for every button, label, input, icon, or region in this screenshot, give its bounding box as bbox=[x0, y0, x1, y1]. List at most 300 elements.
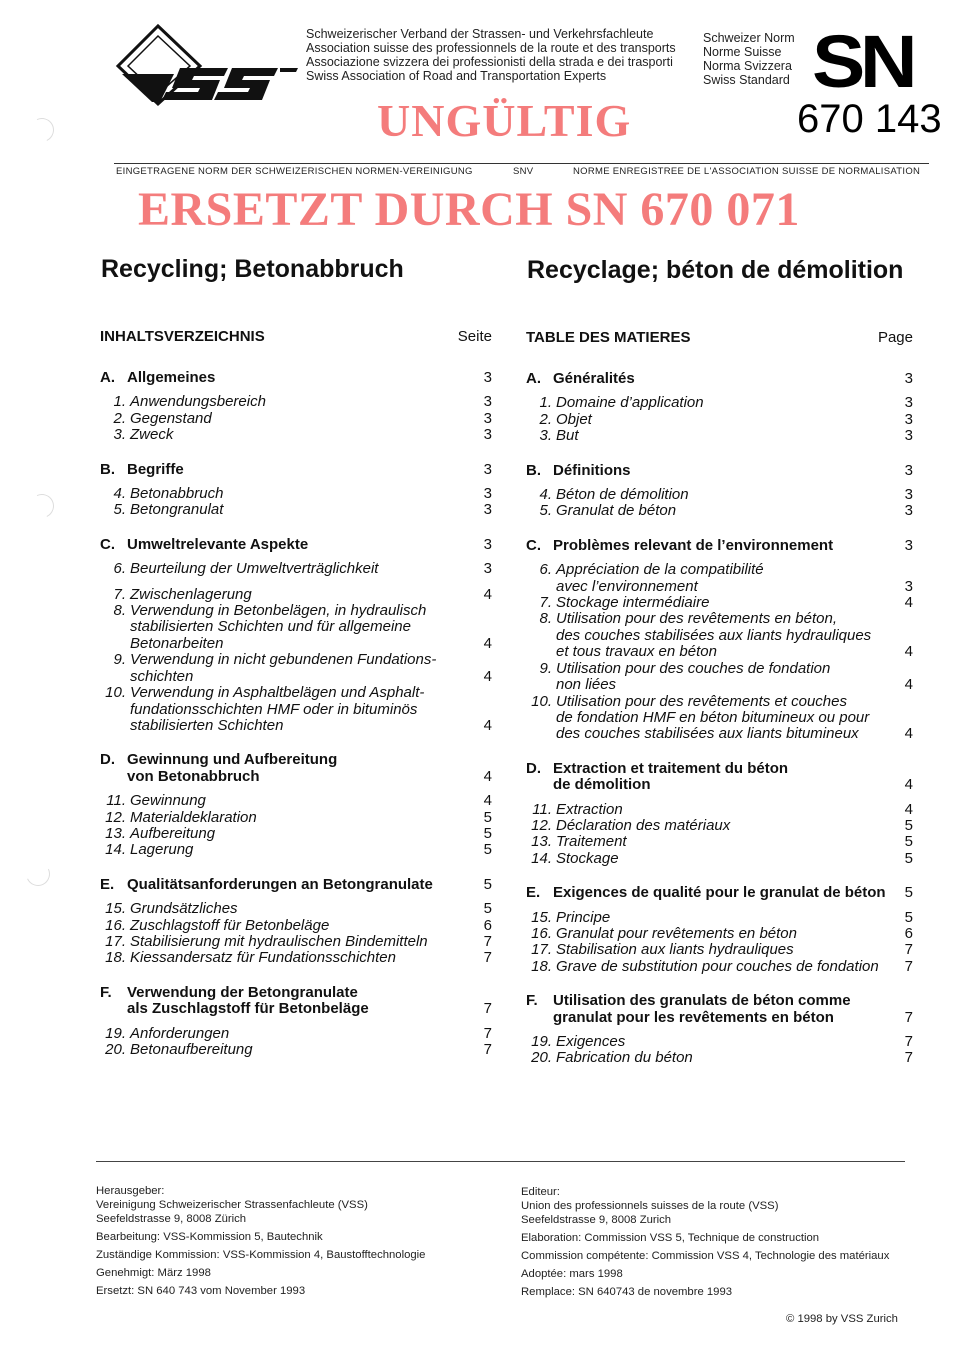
entry-number: 3. bbox=[113, 426, 126, 444]
entry-text-group bbox=[526, 487, 689, 503]
entry-text-group bbox=[100, 587, 252, 603]
copyright: © 1998 by VSS Zurich bbox=[786, 1313, 898, 1325]
toc-section-heading bbox=[100, 462, 492, 478]
entry-text-group bbox=[100, 486, 223, 502]
entry-title: Anwendungsbereich bbox=[130, 393, 266, 411]
section-letter: D. bbox=[100, 751, 115, 769]
toc-section-heading bbox=[100, 370, 492, 386]
org-line: Schweizerischer Verband der Strassen- und Verkehrsfachleute bbox=[306, 27, 654, 41]
toc-entry bbox=[100, 502, 492, 518]
entry-number: 6. bbox=[539, 561, 552, 579]
entry-number: 11. bbox=[106, 792, 126, 810]
entry-text-group bbox=[526, 503, 676, 519]
entry-number: 18. bbox=[531, 957, 552, 975]
standard-type-lines bbox=[703, 31, 795, 87]
entry-title: Zwischenlagerung bbox=[130, 585, 252, 603]
publisher-label: Herausgeber: bbox=[96, 1185, 165, 1197]
entry-page: 3 bbox=[904, 486, 913, 504]
entry-text-group bbox=[100, 826, 215, 842]
toc-entry bbox=[100, 486, 492, 502]
imprint-line: Ersetzt: SN 640 743 vom November 1993 bbox=[96, 1285, 306, 1297]
entry-number: 15. bbox=[105, 900, 126, 918]
section-letter: F. bbox=[526, 992, 538, 1010]
sn-mark: SN bbox=[812, 20, 913, 103]
entry-page: 7 bbox=[483, 932, 492, 950]
section-letter: F. bbox=[100, 983, 112, 1001]
section-title: Begriffe bbox=[127, 460, 184, 478]
entry-title: Verwendung in Asphaltbelägen und Asphalt- fundationsschichten HMF oder in bituminös stabilisierten Schichten bbox=[130, 684, 425, 734]
entry-page: 7 bbox=[904, 1049, 913, 1067]
entry-text-group bbox=[526, 611, 871, 660]
entry-page: 3 bbox=[904, 394, 913, 412]
entry-page: 6 bbox=[483, 916, 492, 934]
section-title-group bbox=[100, 985, 369, 1018]
entry-number: 10. bbox=[105, 684, 126, 702]
entry-number: 4. bbox=[539, 486, 552, 504]
section-page: 3 bbox=[904, 370, 913, 387]
entry-text-group bbox=[526, 428, 579, 444]
title-fr: Recyclage; béton de démolition bbox=[527, 256, 904, 284]
entry-text-group bbox=[100, 918, 329, 934]
section-title: Qualitätsanforderungen an Betongranulate bbox=[127, 875, 433, 893]
entry-title: Utilisation pour des revêtements en béton, des couches stabilisées aux liants hydrauliques et tous travaux en béton bbox=[556, 610, 872, 661]
entry-page: 7 bbox=[904, 941, 913, 959]
entry-title: Béton de démolition bbox=[556, 486, 689, 504]
publisher-label: Editeur: bbox=[521, 1186, 560, 1198]
entry-number: 8. bbox=[113, 602, 126, 620]
toc-sections bbox=[100, 370, 492, 1058]
toc-section-heading bbox=[100, 752, 492, 785]
entry-page: 5 bbox=[483, 900, 492, 918]
toc-section bbox=[100, 877, 492, 967]
entry-page: 3 bbox=[483, 501, 492, 519]
section-page: 3 bbox=[483, 369, 492, 386]
section-page: 4 bbox=[483, 767, 492, 785]
entry-page: 5 bbox=[483, 824, 492, 842]
entry-number: 13. bbox=[105, 824, 126, 842]
entry-text-group bbox=[100, 842, 193, 858]
section-letter: C. bbox=[100, 535, 115, 553]
entry-number: 19. bbox=[105, 1024, 126, 1042]
toc-entry bbox=[100, 810, 492, 826]
toc-entry bbox=[100, 1026, 492, 1042]
entry-title: Verwendung in nicht gebundenen Fundations- schichten bbox=[130, 651, 437, 685]
toc-header bbox=[526, 329, 913, 349]
section-title: Umweltrelevante Aspekte bbox=[127, 535, 309, 553]
entry-text-group bbox=[100, 950, 396, 966]
section-title: Définitions bbox=[553, 461, 631, 479]
toc-entry bbox=[526, 428, 913, 444]
entry-title: Exigences bbox=[556, 1033, 626, 1050]
entry-text-group bbox=[526, 661, 830, 694]
publisher-line: Union des professionnels suisses de la route (VSS) bbox=[521, 1200, 779, 1212]
entry-title: Traitement bbox=[556, 833, 627, 851]
entry-text-group bbox=[100, 427, 173, 443]
section-title-group bbox=[526, 761, 788, 794]
page-column-label: Page bbox=[877, 329, 913, 346]
registration-fr: NORME ENREGISTREE DE L'ASSOCIATION SUISSE DE NORMALISATION bbox=[573, 166, 921, 177]
toc-section-heading bbox=[100, 985, 492, 1018]
section-letter: D. bbox=[526, 759, 541, 777]
section-title-group bbox=[100, 537, 308, 553]
section-page: 4 bbox=[904, 776, 913, 794]
toc-section bbox=[526, 371, 913, 445]
entry-page: 5 bbox=[904, 908, 913, 926]
toc-entry bbox=[100, 603, 492, 652]
entry-number: 12. bbox=[105, 808, 126, 826]
publisher-line: Vereinigung Schweizerischer Strassenfachleute (VSS) bbox=[96, 1199, 368, 1211]
entry-title: Zuschlagstoff für Betonbeläge bbox=[130, 916, 330, 934]
entry-number: 13. bbox=[531, 833, 552, 851]
org-line: Associazione svizzera dei professionisti della strada e dei trasporti bbox=[306, 55, 673, 69]
section-title-group bbox=[100, 877, 433, 893]
entry-text-group bbox=[100, 561, 378, 577]
section-title: Exigences de qualité pour le granulat de béton bbox=[553, 884, 886, 902]
entry-page: 5 bbox=[904, 816, 913, 834]
imprint-line: Adoptée: mars 1998 bbox=[521, 1268, 623, 1280]
entry-text-group bbox=[100, 1026, 229, 1042]
entry-text-group bbox=[526, 942, 794, 958]
toc-entry bbox=[526, 910, 913, 926]
entry-title: Utilisation pour des revêtements et couches de fondation HMF en béton bitumineux ou pour des couches stabilisées aux liants bitumineux bbox=[556, 692, 870, 743]
toc-entry bbox=[100, 652, 492, 685]
entry-text-group bbox=[100, 934, 428, 950]
toc-entry bbox=[100, 411, 492, 427]
entry-number: 17. bbox=[105, 932, 126, 950]
entry-page: 6 bbox=[904, 924, 913, 942]
entry-number: 17. bbox=[531, 941, 552, 959]
imprint-de bbox=[96, 1184, 506, 1302]
publisher bbox=[521, 1185, 921, 1227]
entry-title: Anforderungen bbox=[130, 1024, 230, 1042]
footer-rule bbox=[96, 1161, 905, 1162]
toc-entry bbox=[526, 694, 913, 743]
entry-page: 5 bbox=[904, 849, 913, 867]
imprint-fr bbox=[521, 1185, 921, 1303]
toc-sections bbox=[526, 371, 913, 1067]
entry-text-group bbox=[526, 395, 704, 411]
entry-number: 5. bbox=[113, 501, 126, 519]
registration-snv: SNV bbox=[513, 166, 534, 177]
entry-text-group bbox=[100, 810, 257, 826]
section-title-group bbox=[526, 538, 833, 554]
toc-entry bbox=[526, 503, 913, 519]
entry-number: 6. bbox=[113, 560, 126, 578]
entry-title: Betonabbruch bbox=[130, 485, 224, 503]
section-page: 5 bbox=[904, 884, 913, 902]
section-title: Gewinnung und Aufbereitung von Betonabbruch bbox=[127, 751, 338, 785]
entry-number: 12. bbox=[531, 816, 552, 834]
section-letter: A. bbox=[526, 370, 541, 387]
entry-number: 11. bbox=[532, 800, 552, 818]
imprint-line: Genehmigt: März 1998 bbox=[96, 1267, 211, 1279]
entry-title: Fabrication du béton bbox=[556, 1049, 693, 1067]
punch-hole-mark bbox=[27, 491, 58, 522]
entry-title: Materialdeklaration bbox=[130, 808, 257, 826]
entry-text-group bbox=[526, 818, 730, 834]
entry-page: 7 bbox=[483, 1024, 492, 1042]
entry-title: Utilisation pour des couches de fondation non liées bbox=[556, 659, 831, 694]
entry-text-group bbox=[526, 926, 797, 942]
section-letter: E. bbox=[526, 884, 541, 902]
section-page: 3 bbox=[483, 460, 492, 478]
toc-entry bbox=[526, 395, 913, 411]
entry-title: Grundsätzliches bbox=[130, 900, 238, 918]
replaced-stamp: ERSETZT DURCH SN 670 071 bbox=[138, 183, 800, 236]
section-title: Allgemeines bbox=[127, 369, 216, 386]
entry-title: Domaine d’application bbox=[556, 394, 704, 412]
section-title-group bbox=[100, 370, 215, 386]
imprint-line: Remplace: SN 640743 de novembre 1993 bbox=[521, 1286, 733, 1298]
entry-title: Granulat de béton bbox=[556, 502, 677, 520]
entry-page: 3 bbox=[904, 427, 913, 445]
toc-entry bbox=[526, 926, 913, 942]
toc-entry bbox=[100, 793, 492, 809]
entry-title: Zweck bbox=[130, 426, 174, 444]
entry-number: 15. bbox=[531, 908, 552, 926]
toc-section-heading bbox=[526, 885, 913, 901]
toc-entry bbox=[100, 685, 492, 734]
section-title-group bbox=[526, 885, 886, 901]
entry-page: 7 bbox=[483, 1041, 492, 1058]
entry-page: 7 bbox=[483, 949, 492, 967]
toc-entry bbox=[100, 427, 492, 443]
toc-entry bbox=[526, 834, 913, 850]
entry-page: 4 bbox=[904, 725, 913, 743]
section-letter: C. bbox=[526, 536, 541, 554]
toc-section bbox=[526, 538, 913, 743]
toc-entry bbox=[526, 562, 913, 595]
toc-entry bbox=[100, 826, 492, 842]
entry-number: 2. bbox=[113, 409, 126, 427]
toc-section-heading bbox=[526, 761, 913, 794]
toc-heading: INHALTSVERZEICHNIS bbox=[100, 328, 265, 345]
entry-number: 1. bbox=[539, 394, 552, 412]
entry-page: 3 bbox=[483, 426, 492, 444]
header-rule bbox=[114, 163, 929, 164]
toc-section bbox=[100, 462, 492, 519]
entry-text-group bbox=[100, 394, 266, 410]
entry-number: 8. bbox=[539, 610, 552, 628]
entry-text-group bbox=[526, 694, 869, 743]
entry-title: Stockage bbox=[556, 849, 619, 867]
entry-number: 5. bbox=[539, 502, 552, 520]
entry-number: 20. bbox=[105, 1041, 126, 1058]
page-column-label: Seite bbox=[457, 328, 492, 345]
entry-title: Principe bbox=[556, 908, 611, 926]
entry-text-group bbox=[526, 412, 592, 428]
publisher bbox=[96, 1184, 506, 1226]
section-title: Utilisation des granulats de béton comme granulat pour les revêtements en béton bbox=[553, 992, 851, 1026]
toc-entry bbox=[526, 1034, 913, 1050]
entry-page: 3 bbox=[483, 409, 492, 427]
entry-number: 4. bbox=[113, 485, 126, 503]
entry-number: 7. bbox=[539, 594, 552, 612]
entry-page: 3 bbox=[483, 393, 492, 411]
toc-entry bbox=[526, 661, 913, 694]
toc-entry bbox=[526, 1050, 913, 1066]
entry-title: Gegenstand bbox=[130, 409, 212, 427]
entry-page: 4 bbox=[483, 634, 492, 652]
publisher-line: Seefeldstrasse 9, 8008 Zurich bbox=[521, 1214, 672, 1226]
entry-text-group bbox=[100, 652, 436, 685]
toc-section-heading bbox=[526, 993, 913, 1026]
entry-number: 7. bbox=[113, 585, 126, 603]
entry-title: Appréciation de la compatibilité avec l’environnement bbox=[556, 561, 764, 595]
toc-entry bbox=[100, 918, 492, 934]
standard-line: Norme Suisse bbox=[703, 45, 782, 59]
section-title-group bbox=[526, 371, 635, 387]
toc-section bbox=[526, 463, 913, 520]
toc-entry bbox=[526, 611, 913, 660]
toc-section-heading bbox=[526, 463, 913, 479]
toc-section bbox=[526, 885, 913, 975]
toc-entry bbox=[100, 394, 492, 410]
vss-logo bbox=[110, 22, 300, 108]
entry-number: 14. bbox=[531, 849, 552, 867]
toc-section bbox=[526, 993, 913, 1067]
entry-page: 4 bbox=[483, 716, 492, 734]
entry-page: 4 bbox=[483, 667, 492, 685]
standard-number: 670 143 bbox=[797, 97, 942, 141]
entry-text-group bbox=[100, 793, 206, 809]
entry-page: 4 bbox=[904, 676, 913, 694]
entry-title: Aufbereitung bbox=[130, 824, 216, 842]
punch-hole-mark bbox=[23, 859, 54, 890]
section-title: Verwendung der Betongranulate als Zuschlagstoff für Betonbeläge bbox=[127, 983, 369, 1018]
toc-section bbox=[100, 537, 492, 734]
toc-entry bbox=[526, 818, 913, 834]
entry-text-group bbox=[100, 901, 238, 917]
entry-title: Betongranulat bbox=[130, 501, 224, 519]
toc-entry bbox=[526, 412, 913, 428]
entry-text-group bbox=[100, 685, 424, 734]
org-line: Association suisse des professionnels de la route et des transports bbox=[306, 41, 676, 55]
toc-entry bbox=[526, 959, 913, 975]
section-title: Généralités bbox=[553, 370, 635, 387]
toc-entry bbox=[100, 934, 492, 950]
entry-text-group bbox=[100, 1042, 253, 1058]
toc-section-heading bbox=[526, 538, 913, 554]
toc-header bbox=[100, 328, 492, 348]
entry-number: 3. bbox=[539, 427, 552, 445]
entry-text-group bbox=[526, 1050, 693, 1066]
section-page: 7 bbox=[904, 1008, 913, 1026]
entry-number: 16. bbox=[105, 916, 126, 934]
toc-heading: TABLE DES MATIERES bbox=[526, 329, 691, 346]
section-title: Extraction et traitement du béton de démolition bbox=[553, 759, 789, 794]
entry-page: 5 bbox=[483, 841, 492, 859]
entry-text-group bbox=[526, 595, 709, 611]
entry-title: Kiessandersatz für Fundationsschichten bbox=[130, 949, 396, 967]
entry-title: Lagerung bbox=[130, 841, 194, 859]
entry-page: 3 bbox=[483, 560, 492, 578]
section-title-group bbox=[100, 462, 184, 478]
toc-entry bbox=[100, 587, 492, 603]
entry-title: Stabilisierung mit hydraulischen Bindemitteln bbox=[130, 932, 428, 950]
toc-section-heading bbox=[100, 537, 492, 553]
entry-number: 19. bbox=[531, 1033, 552, 1050]
entry-number: 9. bbox=[539, 659, 552, 677]
toc-section-heading bbox=[100, 877, 492, 893]
section-page: 3 bbox=[483, 535, 492, 553]
standard-line: Norma Svizzera bbox=[703, 59, 792, 73]
entry-number: 14. bbox=[105, 841, 126, 859]
entry-title: Verwendung in Betonbelägen, in hydraulisch stabilisierten Schichten und für allgemeine Betonarbeiten bbox=[130, 602, 427, 652]
entry-text-group bbox=[526, 562, 764, 595]
entry-title: Stabilisation aux liants hydrauliques bbox=[556, 941, 794, 959]
punch-hole-mark bbox=[27, 115, 58, 146]
entry-page: 4 bbox=[904, 800, 913, 818]
entry-title: Granulat pour revêtements en béton bbox=[556, 924, 797, 942]
entry-page: 3 bbox=[904, 502, 913, 520]
entry-number: 20. bbox=[531, 1049, 552, 1067]
toc-de bbox=[100, 328, 492, 1076]
section-letter: B. bbox=[100, 460, 115, 478]
entry-page: 5 bbox=[904, 833, 913, 851]
entry-page: 4 bbox=[483, 585, 492, 603]
section-title-group bbox=[100, 752, 337, 785]
entry-page: 4 bbox=[904, 643, 913, 661]
section-title: Problèmes relevant de l’environnement bbox=[553, 536, 834, 554]
registration-de: EINGETRAGENE NORM DER SCHWEIZERISCHEN NORMEN-VEREINIGUNG bbox=[116, 166, 473, 177]
toc-fr bbox=[526, 329, 913, 1085]
section-title-group bbox=[526, 993, 851, 1026]
entry-page: 3 bbox=[904, 577, 913, 595]
entry-title: Gewinnung bbox=[130, 792, 206, 810]
entry-number: 1. bbox=[113, 393, 126, 411]
toc-section bbox=[526, 761, 913, 867]
toc-entry bbox=[100, 950, 492, 966]
toc-entry bbox=[526, 851, 913, 867]
entry-text-group bbox=[526, 834, 627, 850]
section-letter: B. bbox=[526, 461, 541, 479]
entry-title: Objet bbox=[556, 410, 592, 428]
entry-number: 10. bbox=[531, 692, 552, 710]
standard-line: Schweizer Norm bbox=[703, 31, 795, 45]
imprint-line: Elaboration: Commission VSS 5, Technique de construction bbox=[521, 1232, 820, 1244]
entry-number: 9. bbox=[113, 651, 126, 669]
entry-text-group bbox=[526, 802, 623, 818]
entry-text-group bbox=[100, 411, 212, 427]
section-title-group bbox=[526, 463, 631, 479]
toc-section bbox=[100, 370, 492, 444]
entry-text-group bbox=[100, 603, 426, 652]
entry-title: Beurteilung der Umweltverträglichkeit bbox=[130, 560, 379, 578]
entry-page: 3 bbox=[904, 410, 913, 428]
imprint-line: Bearbeitung: VSS-Kommission 5, Bautechnik bbox=[96, 1231, 323, 1243]
title-de: Recycling; Betonabbruch bbox=[101, 255, 404, 283]
entry-text-group bbox=[100, 502, 223, 518]
section-letter: A. bbox=[100, 369, 115, 386]
invalid-stamp: UNGÜLTIG bbox=[377, 95, 632, 146]
toc-entry bbox=[526, 595, 913, 611]
entry-number: 16. bbox=[531, 924, 552, 942]
entry-text-group bbox=[526, 1034, 625, 1050]
entry-page: 4 bbox=[904, 594, 913, 612]
standard-line: Swiss Standard bbox=[703, 73, 790, 87]
organisation-names bbox=[306, 27, 676, 83]
toc-entry bbox=[526, 802, 913, 818]
entry-title: Déclaration des matériaux bbox=[556, 816, 731, 834]
entry-title: Stockage intermédiaire bbox=[556, 594, 710, 612]
entry-title: But bbox=[556, 427, 579, 445]
entry-page: 7 bbox=[904, 1033, 913, 1050]
section-page: 7 bbox=[483, 1000, 492, 1018]
toc-section bbox=[100, 985, 492, 1059]
toc-entry bbox=[100, 901, 492, 917]
entry-page: 7 bbox=[904, 957, 913, 975]
